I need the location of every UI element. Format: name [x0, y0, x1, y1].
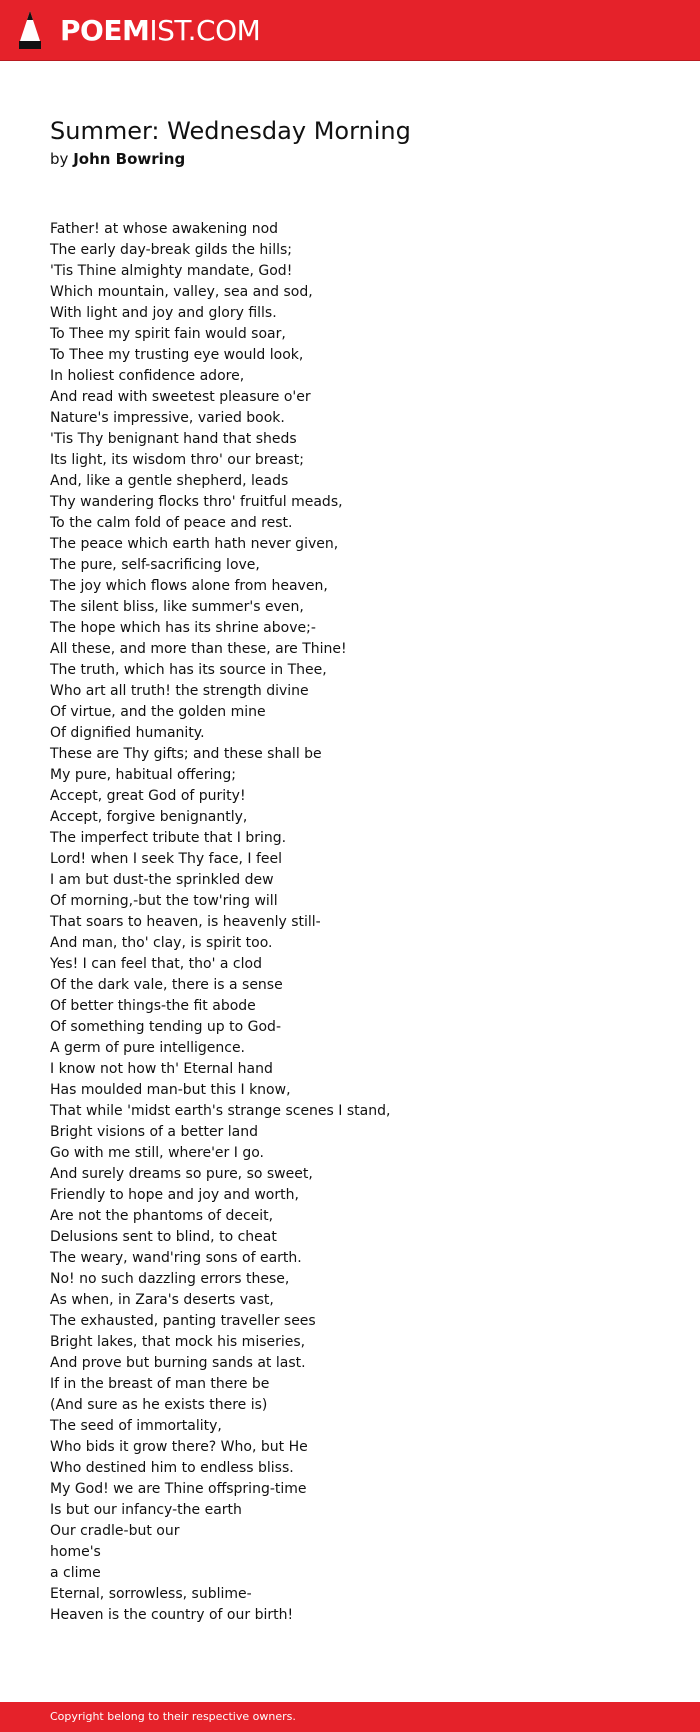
poem-line: That while 'midst earth's strange scenes I stand,	[50, 1103, 391, 1119]
poem-line: That soars to heaven, is heavenly still-	[50, 914, 321, 930]
poem-line: Of dignified humanity.	[50, 725, 205, 741]
poem-line: The seed of immortality,	[50, 1418, 222, 1434]
poem-line: In holiest confidence adore,	[50, 368, 245, 384]
poem-line: All these, and more than these, are Thine!	[50, 641, 347, 657]
poem-line: Thy wandering flocks thro' fruitful meads,	[50, 494, 343, 510]
poem-line: Our cradle-but our	[50, 1523, 180, 1539]
poem-line: The exhausted, panting traveller sees	[50, 1313, 316, 1329]
poem-line: (And sure as he exists there is)	[50, 1397, 268, 1413]
poem-line: Yes! I can feel that, tho' a clod	[50, 956, 262, 972]
poem-line: If in the breast of man there be	[50, 1376, 270, 1392]
poem-line: a clime	[50, 1565, 101, 1581]
poem-line: Lord! when I seek Thy face, I feel	[50, 851, 282, 867]
poem-line: As when, in Zara's deserts vast,	[50, 1292, 274, 1308]
site-footer	[0, 1702, 700, 1732]
poem-line: Which mountain, valley, sea and sod,	[50, 284, 313, 300]
poem-line: Of morning,-but the tow'ring will	[50, 893, 278, 909]
poem-line: Bright lakes, that mock his miseries,	[50, 1334, 306, 1350]
poem-line: Its light, its wisdom thro' our breast;	[50, 452, 304, 468]
poem-line: The hope which has its shrine above;-	[50, 620, 316, 636]
poem-line: Go with me still, where'er I go.	[50, 1145, 264, 1161]
poem-line: Is but our infancy-the earth	[50, 1502, 242, 1518]
poem-line: I know not how th' Eternal hand	[50, 1061, 273, 1077]
poem-line: Nature's impressive, varied book.	[50, 410, 285, 426]
poem-line: Accept, forgive benignantly,	[50, 809, 248, 825]
poem-line: The early day-break gilds the hills;	[50, 242, 292, 258]
poem-line: The truth, which has its source in Thee,	[50, 662, 327, 678]
poem-body	[50, 219, 670, 1626]
site-logo-text	[60, 14, 260, 47]
site-logo-link[interactable]	[18, 0, 260, 60]
poem-line: Accept, great God of purity!	[50, 788, 246, 804]
poem-line: Bright visions of a better land	[50, 1124, 258, 1140]
poem-line: To the calm fold of peace and rest.	[50, 515, 293, 531]
poem-line: Friendly to hope and joy and worth,	[50, 1187, 299, 1203]
poem-line: 'Tis Thy benignant hand that sheds	[50, 431, 297, 447]
poem-line: Eternal, sorrowless, sublime-	[50, 1586, 252, 1602]
poem-line: The weary, wand'ring sons of earth.	[50, 1250, 302, 1266]
poem-line: Has moulded man-but this I know,	[50, 1082, 291, 1098]
site-header	[0, 0, 700, 61]
poem-line: A germ of pure intelligence.	[50, 1040, 246, 1056]
poem-line: I am but dust-the sprinkled dew	[50, 872, 274, 888]
poem-line: home's	[50, 1544, 101, 1560]
poem-line: Of something tending up to God-	[50, 1019, 281, 1035]
poem-line: The silent bliss, like summer's even,	[50, 599, 304, 615]
author-link[interactable]: John Bowring	[73, 150, 186, 168]
logo-text-bold: POEM	[60, 13, 150, 47]
poem-title: Summer: Wednesday Morning	[50, 117, 411, 145]
poem-line: Delusions sent to blind, to cheat	[50, 1229, 277, 1245]
poem-line: And man, tho' clay, is spirit too.	[50, 935, 273, 951]
poem-line: My pure, habitual offering;	[50, 767, 236, 783]
poem-line: Of the dark vale, there is a sense	[50, 977, 283, 993]
poem-line: No! no such dazzling errors these,	[50, 1271, 290, 1287]
poem-line: Who bids it grow there? Who, but He	[50, 1439, 308, 1455]
logo-text-light: IST.COM	[149, 13, 261, 47]
poem-line: The pure, self-sacrificing love,	[50, 557, 260, 573]
poem-line: The peace which earth hath never given,	[50, 536, 339, 552]
poem-line: Heaven is the country of our birth!	[50, 1607, 294, 1623]
poem-line: The joy which flows alone from heaven,	[50, 578, 328, 594]
copyright-text: Copyright belong to their respective owners.	[50, 1710, 296, 1723]
poem-byline	[50, 148, 670, 170]
poem-line: To Thee my trusting eye would look,	[50, 347, 304, 363]
poem-line: 'Tis Thine almighty mandate, God!	[50, 263, 293, 279]
poem-line: And read with sweetest pleasure o'er	[50, 389, 311, 405]
poem-line: With light and joy and glory fills.	[50, 305, 277, 321]
poem-line: Are not the phantoms of deceit,	[50, 1208, 274, 1224]
poem-line: Who art all truth! the strength divine	[50, 683, 309, 699]
poem-line: And, like a gentle shepherd, leads	[50, 473, 289, 489]
poem-line: And prove but burning sands at last.	[50, 1355, 306, 1371]
poem-line: Of virtue, and the golden mine	[50, 704, 266, 720]
byline-label: by	[50, 150, 69, 168]
poem-line: Father! at whose awakening nod	[50, 221, 279, 237]
poem-line: These are Thy gifts; and these shall be	[50, 746, 322, 762]
poem-line: My God! we are Thine offspring-time	[50, 1481, 307, 1497]
poem-line: The imperfect tribute that I bring.	[50, 830, 287, 846]
poem-line: And surely dreams so pure, so sweet,	[50, 1166, 313, 1182]
poem-line: Of better things-the fit abode	[50, 998, 256, 1014]
poem-header	[50, 114, 670, 170]
poem-line: Who destined him to endless bliss.	[50, 1460, 294, 1476]
pencil-icon	[18, 10, 42, 50]
poem-line: To Thee my spirit fain would soar,	[50, 326, 286, 342]
